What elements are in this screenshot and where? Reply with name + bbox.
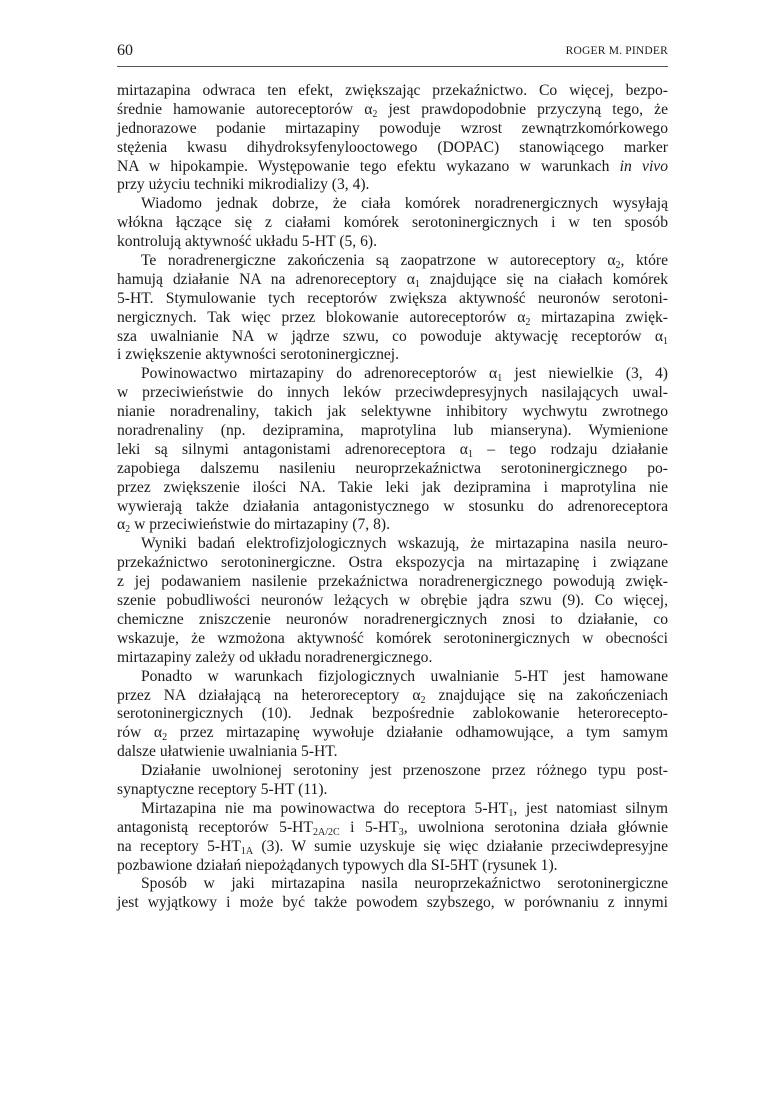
text-run: kontrolują aktywność układu 5-HT (5, 6). — [117, 233, 377, 251]
text-line — [117, 705, 668, 724]
text-run: z jej podawaniem nasilenie przekaźnictwa noradrenergicznego powodują zwięk- — [117, 573, 668, 591]
text-run: jest niewielkie (3, 4) — [502, 365, 668, 383]
text-run: przez NA działającą na heteroreceptory α — [117, 686, 421, 704]
text-run: jest prawdopodobnie przyczyną tego, że — [377, 100, 668, 118]
text-line — [117, 838, 668, 857]
text-run: mirtazapina odwraca ten efekt, zwiększając przekaźnictwo. Co więcej, bezpo- — [117, 82, 668, 99]
text-run: synaptyczne receptory 5-HT (11). — [117, 780, 328, 798]
text-line — [117, 479, 668, 498]
text-run: znajdujące się na ciałach komórek — [419, 270, 668, 288]
paragraph — [117, 535, 668, 667]
text-line — [117, 819, 668, 838]
text-line — [117, 195, 668, 214]
text-line — [117, 781, 668, 800]
text-line — [117, 894, 668, 913]
paragraph — [117, 800, 668, 876]
text-line — [117, 875, 668, 894]
paragraph — [117, 82, 668, 195]
subscript: 1 — [663, 335, 668, 347]
text-run: (3). W sumie uzyskuje się więc działanie przeciwdepresyjne — [253, 837, 669, 855]
body-text — [117, 82, 668, 913]
paragraph — [117, 668, 668, 762]
text-run: i 5-HT — [339, 818, 399, 836]
text-run: na receptory 5-HT — [117, 837, 241, 855]
text-line — [117, 554, 668, 573]
text-line — [117, 158, 668, 177]
text-line — [117, 460, 668, 479]
text-run: przekaźnictwo serotoninergiczne. Ostra ekspozycja na mirtazapinę i związane — [117, 554, 668, 572]
text-run: nergicznych. Tak więc przez blokowanie autoreceptorów α — [117, 308, 526, 326]
text-run: hamują działanie NA na adrenoreceptory α — [117, 270, 415, 288]
text-run: wywierają także działania antagonistycznego w stosunku do adrenoreceptora — [117, 497, 668, 515]
text-line — [117, 101, 668, 120]
text-run: przez mirtazapinę wywołuje działanie odhamowujące, a tym samym — [167, 724, 668, 742]
text-run: Wyniki badań elektrofizjologicznych wskazują, że mirtazapina nasila neuro- — [141, 535, 668, 553]
text-run: przy użyciu techniki mikrodializy (3, 4). — [117, 176, 370, 194]
running-head: ROGER M. PINDER — [565, 45, 668, 57]
text-run: wskazuje, że wzmożona aktywność komórek serotoninergicznych w obecności — [117, 629, 668, 647]
text-run: pozbawione działań niepożądanych typowych dla SI-5HT (rysunek 1). — [117, 856, 558, 874]
text-run: szenie pobudliwości neuronów leżących w obrębie jądra szwu (9). Co więcej, — [117, 592, 668, 610]
text-line — [117, 573, 668, 592]
text-line — [117, 498, 668, 517]
text-line — [117, 687, 668, 706]
text-run: Ponadto w warunkach fizjologicznych uwalnianie 5-HT jest hamowane — [141, 667, 668, 685]
text-line — [117, 252, 668, 271]
subscript: 1 — [467, 448, 473, 460]
text-run: serotoninergicznych (10). Jednak bezpośrednie zablokowanie heterorecepto- — [117, 705, 668, 723]
text-line — [117, 346, 668, 365]
paragraph — [117, 365, 668, 535]
subscript: 2A/2C — [312, 826, 340, 838]
text-line — [117, 290, 668, 309]
text-run: NA w hipokampie. Występowanie tego efektu wykazano w warunkach — [117, 157, 620, 175]
text-line — [117, 592, 668, 611]
text-run: zapobiega dalszemu nasileniu neuroprzekaźnictwa serotoninergicznego po- — [117, 459, 668, 477]
text-run: mirtazapiny zależy od układu noradrenergicznego. — [117, 648, 433, 666]
paragraph — [117, 195, 668, 252]
text-line — [117, 743, 668, 762]
text-line — [117, 630, 668, 649]
text-line — [117, 214, 668, 233]
text-run: średnie hamowanie autoreceptorów α — [117, 100, 373, 118]
text-run: w przeciwieństwie do innych leków przeciwdepresyjnych nasilających uwal- — [117, 384, 668, 402]
subscript: 1 — [508, 807, 514, 819]
subscript: 2 — [615, 260, 621, 272]
text-line — [117, 139, 668, 158]
subscript: 2 — [372, 108, 378, 120]
text-run: chemiczne zniszczenie neuronów noradrenergicznych znosi to działanie, co — [117, 610, 668, 628]
text-line — [117, 328, 668, 347]
text-run: antagonistą receptorów 5-HT — [117, 818, 313, 836]
text-run: α — [117, 516, 126, 534]
subscript: 1 — [414, 278, 420, 290]
text-line — [117, 649, 668, 668]
subscript: 2 — [162, 732, 168, 744]
italic-text: in vivo — [619, 157, 669, 175]
text-run: nianie noradrenaliny, takich jak selektywne inhibitory wychwytu zwrotnego — [117, 403, 668, 421]
text-run: Sposób w jaki mirtazapina nasila neuroprzekaźnictwo serotoninergiczne — [141, 875, 668, 893]
text-run: Działanie uwolnionej serotoniny jest przenoszone przez różnego typu post- — [141, 762, 668, 780]
text-run: , jest natomiast silnym — [513, 799, 669, 817]
text-run: przez zwiększenie ilości NA. Takie leki jak dezipramina i maprotylina nie — [117, 478, 668, 496]
text-line — [117, 271, 668, 290]
subscript: 3 — [398, 826, 404, 838]
text-line — [117, 309, 668, 328]
text-run: Mirtazapina nie ma powinowactwa do receptora 5-HT — [141, 799, 509, 817]
subscript: 2 — [525, 316, 531, 328]
page-number: 60 — [117, 42, 133, 59]
text-line — [117, 611, 668, 630]
paragraph — [117, 875, 668, 913]
text-line — [117, 82, 668, 101]
text-line — [117, 441, 668, 460]
text-line — [117, 762, 668, 781]
text-line — [117, 800, 668, 819]
text-line — [117, 365, 668, 384]
text-line — [117, 403, 668, 422]
text-run: 5-HT. Stymulowanie tych receptorów zwiększa aktywność neuronów serotoni- — [117, 289, 668, 307]
text-run: – tego rodzaju działanie — [472, 440, 668, 458]
text-run: włókna łączące się z ciałami komórek serotoninergicznych i w ten sposób — [117, 214, 668, 232]
text-run: Wiadomo jednak dobrze, że ciała komórek noradrenergicznych wysyłają — [141, 195, 668, 213]
page-header — [117, 40, 668, 67]
text-line — [117, 857, 668, 876]
subscript: 2 — [125, 524, 131, 536]
text-line — [117, 384, 668, 403]
text-run: dalsze ułatwienie uwalniania 5-HT. — [117, 743, 338, 761]
text-run: stężenia kwasu dihydroksyfenylooctowego (DOPAC) stanowiącego marker — [117, 138, 668, 156]
text-run: Powinowactwo mirtazapiny do adrenoreceptorów α — [141, 365, 498, 383]
text-run: i zwiększenie aktywności serotoninergicznej. — [117, 346, 400, 364]
text-run: noradrenaliny (np. dezipramina, maprotylina lub mianseryna). Wymienione — [117, 422, 668, 440]
paragraph — [117, 252, 668, 365]
subscript: 1 — [497, 373, 503, 385]
text-line — [117, 176, 668, 195]
text-line — [117, 120, 668, 139]
text-line — [117, 422, 668, 441]
text-line — [117, 535, 668, 554]
paragraph — [117, 762, 668, 800]
text-line — [117, 668, 668, 687]
text-line — [117, 724, 668, 743]
text-run: mirtazapina zwięk- — [530, 308, 668, 326]
text-run: rów α — [117, 724, 163, 742]
subscript: 1A — [240, 845, 254, 857]
text-run: sza uwalnianie NA w jądrze szwu, co powoduje aktywację receptorów α — [117, 327, 663, 345]
text-line — [117, 516, 668, 535]
text-run: jednorazowe podanie mirtazapiny powoduje wzrost zewnątrzkomórkowego — [117, 119, 668, 137]
text-run: w przeciwieństwie do mirtazapiny (7, 8). — [130, 516, 390, 534]
text-line — [117, 233, 668, 252]
text-run: , uwolniona serotonina działa głównie — [403, 818, 668, 836]
text-run: leki są silnymi antagonistami adrenoreceptora α — [117, 440, 468, 458]
text-run: Te noradrenergiczne zakończenia są zaopatrzone w autoreceptory α — [141, 252, 616, 270]
text-run: znajdujące się na zakończeniach — [425, 686, 668, 704]
subscript: 2 — [420, 694, 426, 706]
text-run: , które — [620, 252, 669, 270]
text-run: jest wyjątkowy i może być także powodem szybszego, w porównaniu z innymi — [117, 894, 668, 912]
